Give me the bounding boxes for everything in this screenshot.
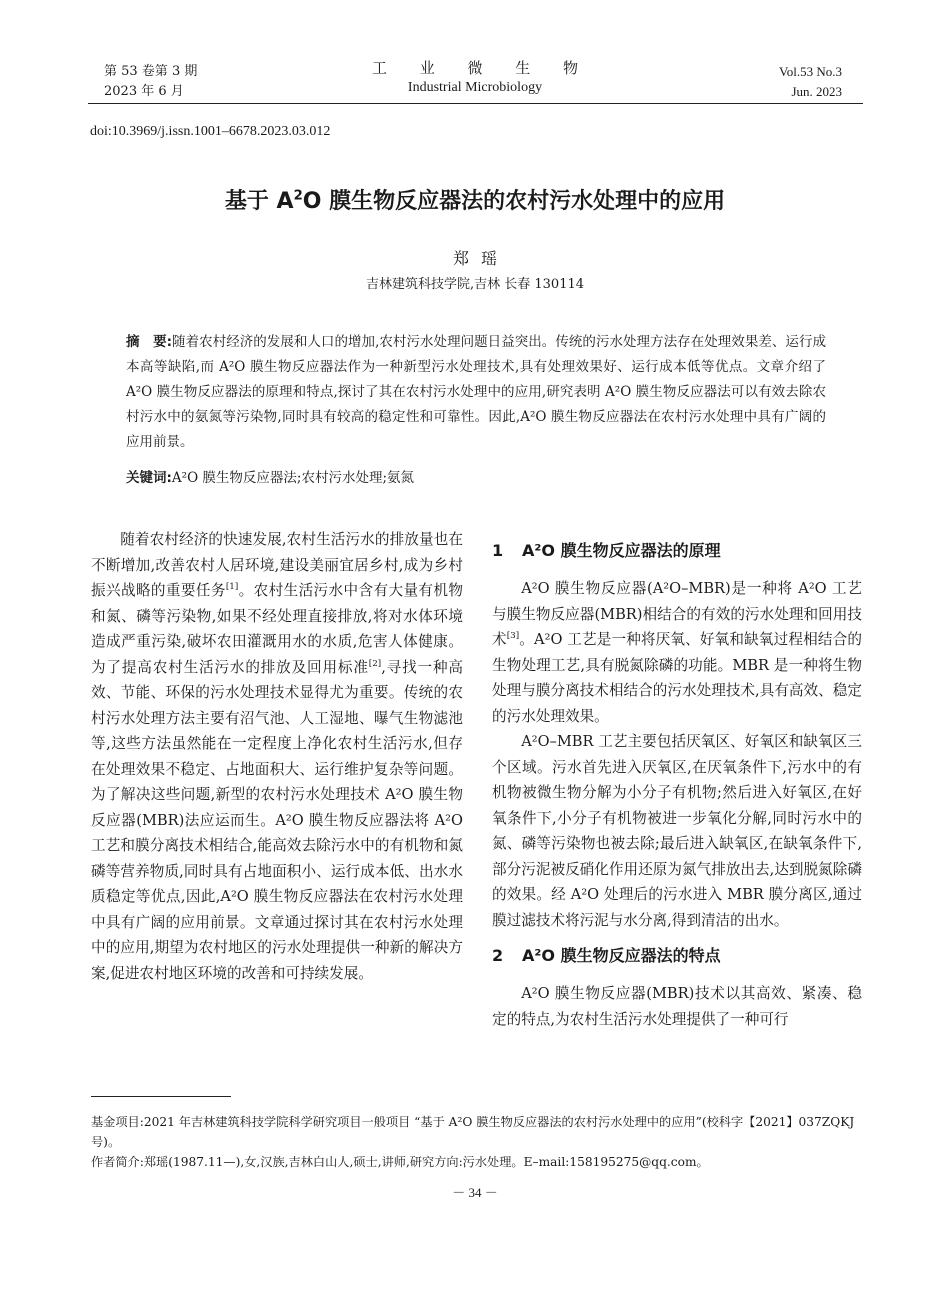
intro-paragraph bbox=[91, 527, 463, 986]
page-number: － 34 － bbox=[452, 1185, 498, 1200]
volume-issue-en: Vol.53 No.3 bbox=[779, 64, 842, 79]
section-1-paragraph-1 bbox=[492, 576, 862, 729]
abstract-label: 摘 要: bbox=[126, 334, 173, 350]
date-cn: 2023 年 6 月 bbox=[104, 84, 184, 99]
affiliation: 吉林建筑科技学院,吉林 长春 130114 bbox=[365, 277, 585, 292]
title-suffix: O 膜生物反应器法的农村污水处理中的应用 bbox=[302, 189, 726, 214]
header-divider bbox=[88, 103, 863, 104]
footnotes bbox=[91, 1112, 861, 1172]
title-prefix: 基于 A bbox=[224, 189, 294, 214]
body-left-column bbox=[91, 527, 463, 986]
citation-2[interactable]: [2] bbox=[368, 658, 382, 669]
volume-issue-cn: 第 53 卷第 3 期 bbox=[104, 64, 198, 79]
s1p1-text-2: 。A²O 工艺是一种将厌氧、好氧和缺氧过程相结合的生物处理工艺,具有脱氮除磷的功能。MBR 是一种将生物处理与膜分离技术相结合的污水处理技术,具有高效、稳定的污水处理效果。 bbox=[492, 631, 862, 725]
paper-title bbox=[0, 184, 950, 215]
date-en: Jun. 2023 bbox=[791, 84, 842, 99]
intro-text-1: 随着农村经济的快速发展,农村生活污水的排放量也在不断增加,改善农村人居环境,建设美丽宜居乡村,成为乡村振兴战略的重要任务 bbox=[91, 531, 463, 599]
section-2-paragraph-1: A²O 膜生物反应器(MBR)技术以其高效、紧凑、稳定的特点,为农村生活污水处理提供了一种可行 bbox=[492, 985, 862, 1028]
section-1-number: 1 bbox=[492, 541, 504, 560]
section-1-paragraph-2: A²O–MBR 工艺主要包括厌氧区、好氧区和缺氧区三个区域。污水首先进入厌氧区,在厌氧条件下,污水中的有机物被微生物分解为小分子有机物;然后进入好氧区,在好氧条件下,小分子有机物被进一步氧化分解,同时污水中的氮、磷等污染物也被去除;最后进入缺氧区,在缺氧条件下,部分污泥被反硝化作用还原为氮气排放出去,达到脱氮除磷的效果。经 A²O 处理后的污水进入 MBR 膜分离区,通过膜过滤技术将污泥与水分离,得到清洁的出水。 bbox=[492, 733, 862, 929]
intro-text-3: ,寻找一种高效、节能、环保的污水处理技术显得尤为重要。传统的农村污水处理方法主要有沼气池、人工湿地、曝气生物滤池等,这些方法虽然能在一定程度上净化农村生活污水,但存在处理效果不稳定、占地面积大、运行维护复杂等问题。为了解决这些问题,新型的农村污水处理技术 A²O 膜生物反应器(MBR)法应运而生。A²O 膜生物反应器法将 A²O 工艺和膜分离技术相结合,能高效去除污水中的有机物和氮磷等营养物质,同时具有占地面积小、运行成本低、出水水质稳定等优点,因此,A²O 膜生物反应器法在农村污水处理中具有广阔的应用前景。文章通过探讨其在农村污水处理中的应用,期望为农村地区的污水处理提供一种新的解决方案,促进农村地区环境的改善和可持续发展。 bbox=[91, 658, 463, 982]
abstract-text: 随着农村经济的发展和人口的增加,农村污水处理问题日益突出。传统的污水处理方法存在处理效果差、运行成本高等缺陷,而 A²O 膜生物反应器法作为一种新型污水处理技术,具有处理效果好、运行成本低等优点。文章介绍了 A²O 膜生物反应器法的原理和特点,探讨了其在农村污水处理中的应用,研究表明 A²O 膜生物反应器法可以有效去除农村污水中的氨氮等污染物,同时具有较高的稳定性和可靠性。因此,A²O 膜生物反应器法在农村污水处理中具有广阔的应用前景。 bbox=[126, 334, 826, 450]
citation-1[interactable]: [1] bbox=[225, 582, 239, 593]
body-right-column bbox=[492, 527, 862, 1032]
title-superscript: 2 bbox=[293, 188, 303, 204]
author: 郑瑶 bbox=[452, 249, 509, 268]
section-2-heading bbox=[492, 944, 862, 968]
funding-note: 基金项目:2021 年吉林建筑科技学院科学研究项目一般项目 “基于 A²O 膜生物反应器法的农村污水处理中的应用”(校科字【2021】037ZQKJ 号)。 bbox=[91, 1115, 855, 1149]
journal-name-en: Industrial Microbiology bbox=[407, 80, 543, 95]
section-2-title: A²O 膜生物反应器法的特点 bbox=[522, 946, 721, 965]
abstract bbox=[126, 330, 826, 455]
footnote-divider bbox=[91, 1096, 231, 1097]
s1p1-text-1: A²O 膜生物反应器(A²O–MBR)是一种将 A²O 工艺与膜生物反应器(MBR)相结合的有效的污水处理和回用技术 bbox=[492, 580, 862, 648]
journal-issue-en bbox=[779, 62, 842, 102]
journal-name-cn: 工 业 微 生 物 bbox=[371, 59, 593, 77]
intro-text-2: 。农村生活污水中含有大量有机物和氮、磷等污染物,如果不经处理直接排放,将对水体环境造成严重污染,破坏农田灌溉用水的水质,危害人体健康。为了提高农村生活污水的排放及回用标准 bbox=[91, 582, 463, 676]
keywords-text: A²O 膜生物反应器法;农村污水处理;氨氮 bbox=[171, 470, 415, 486]
section-1-heading bbox=[492, 539, 862, 563]
keywords bbox=[126, 466, 826, 491]
doi[interactable]: doi:10.3969/j.issn.1001–6678.2023.03.012 bbox=[90, 124, 331, 139]
section-2-number: 2 bbox=[492, 946, 504, 965]
author-bio-note: 作者简介:郑瑶(1987.11—),女,汉族,吉林白山人,硕士,讲师,研究方向:污水处理。E–mail:158195275@qq.com。 bbox=[91, 1155, 709, 1169]
citation-3[interactable]: [3] bbox=[506, 631, 520, 642]
section-1-title: A²O 膜生物反应器法的原理 bbox=[522, 541, 721, 560]
keywords-label: 关键词: bbox=[126, 470, 172, 486]
